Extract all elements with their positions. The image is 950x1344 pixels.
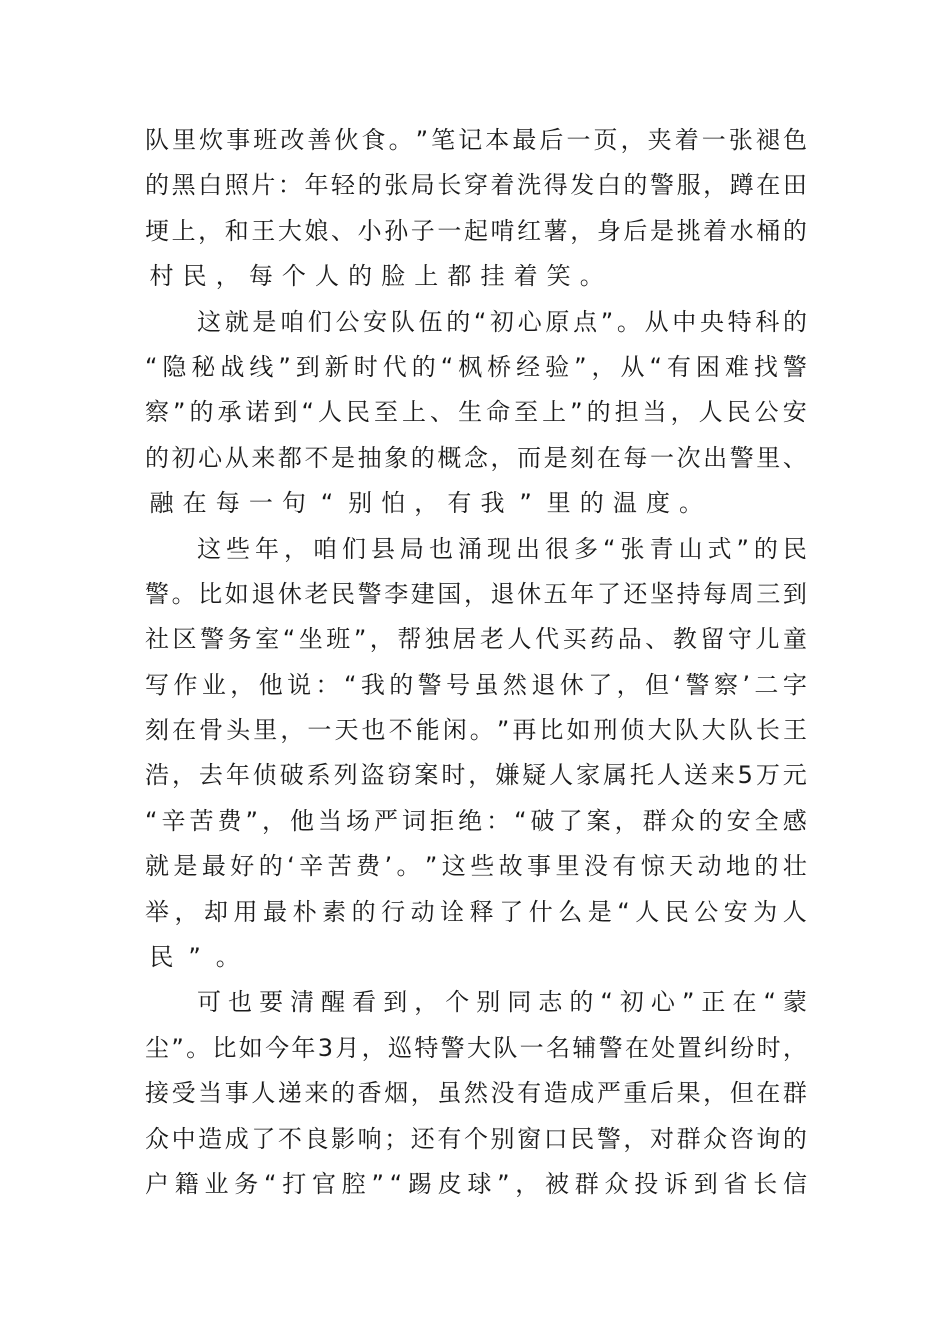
text-line: 的 黑 白 照 片 ： 年 轻 的 张 局 长 穿 着 洗 得 发 白 的 警 服 ， 蹲 在 田 — [145, 171, 807, 200]
document-page — [145, 118, 807, 1207]
text-line: “ 辛 苦 费 ” ， 他 当 场 严 词 拒 绝 ： “ 破 了 案 ， 群 众 的 安 全 感 — [145, 806, 807, 835]
paragraph-2 — [145, 300, 807, 527]
text-line: 户 籍 业 务 “ 打 官 腔 ” “ 踢 皮 球 ” ， 被 群 众 投 诉 到 省 长 信 — [145, 1169, 807, 1198]
text-line: 这 些 年 ， 咱 们 县 局 也 涌 现 出 很 多 “ 张 青 山 式 ” 的 民 — [197, 534, 807, 563]
paragraph-3 — [145, 527, 807, 981]
text-line: 写 作 业 ， 他 说 ： “ 我 的 警 号 虽 然 退 休 了 ， 但 ‘ 警 察 ’ 二 字 — [145, 670, 807, 699]
text-line: 社 区 警 务 室 “ 坐 班 ” ， 帮 独 居 老 人 代 买 药 品 、 教 留 守 儿 童 — [145, 625, 807, 654]
text-line: 队 里 炊 事 班 改 善 伙 食 。 ” 笔 记 本 最 后 一 页 ， 夹 着 一 张 褪 色 — [145, 126, 807, 154]
text-line: 举 ， 却 用 最 朴 素 的 行 动 诠 释 了 什 么 是 “ 人 民 公 安 为 人 — [145, 897, 807, 926]
text-line: 刻 在 骨 头 里 ， 一 天 也 不 能 闲 。 ” 再 比 如 刑 侦 大 队 大 队 长 王 — [145, 716, 807, 745]
paragraph-1-continued — [145, 118, 807, 300]
text-line: 村 民 ， 每 个 人 的 脸 上 都 挂 着 笑 。 — [149, 262, 604, 291]
text-line: 众 中 造 成 了 不 良 影 响 ； 还 有 个 别 窗 口 民 警 ， 对 群 众 咨 询 的 — [145, 1124, 807, 1153]
text-line: 就 是 最 好 的 ‘ 辛 苦 费 ’ 。 ” 这 些 故 事 里 没 有 惊 天 动 地 的 壮 — [145, 852, 807, 881]
text-line: 可 也 要 清 醒 看 到 ， 个 别 同 志 的 “ 初 心 ” 正 在 “ 蒙 — [197, 988, 807, 1017]
text-line: “ 隐 秘 战 线 ” 到 新 时 代 的 “ 枫 桥 经 验 ” ， 从 “ 有 困 难 找 警 — [145, 352, 807, 381]
text-line: 尘 ” 。 比 如 今 年 3 月 ， 巡 特 警 大 队 一 名 辅 警 在 处 置 纠 纷 时 ， — [145, 1033, 807, 1062]
paragraph-4 — [145, 980, 807, 1207]
text-line: 这 就 是 咱 们 公 安 队 伍 的 “ 初 心 原 点 ” 。 从 中 央 特 科 的 — [197, 307, 807, 336]
text-line: 的 初 心 从 来 都 不 是 抽 象 的 概 念 ， 而 是 刻 在 每 一 次 出 警 里 、 — [145, 443, 807, 472]
text-line: 浩 ， 去 年 侦 破 系 列 盗 窃 案 时 ， 嫌 疑 人 家 属 托 人 送 来 5 万 元 — [145, 761, 807, 790]
text-line: 融 在 每 一 句 “ 别 怕 ， 有 我 ” 里 的 温 度 。 — [149, 489, 704, 518]
text-line: 察 ” 的 承 诺 到 “ 人 民 至 上 、 生 命 至 上 ” 的 担 当 ， 人 民 公 安 — [145, 398, 807, 427]
text-line: 埂 上 ， 和 王 大 娘 、 小 孙 子 一 起 啃 红 薯 ， 身 后 是 挑 着 水 桶 的 — [145, 216, 807, 245]
text-line: 民 ” 。 — [149, 943, 240, 972]
text-line: 接 受 当 事 人 递 来 的 香 烟 ， 虽 然 没 有 造 成 严 重 后 果 ， 但 在 群 — [145, 1079, 807, 1108]
text-line: 警 。 比 如 退 休 老 民 警 李 建 国 ， 退 休 五 年 了 还 坚 持 每 周 三 到 — [145, 579, 807, 608]
